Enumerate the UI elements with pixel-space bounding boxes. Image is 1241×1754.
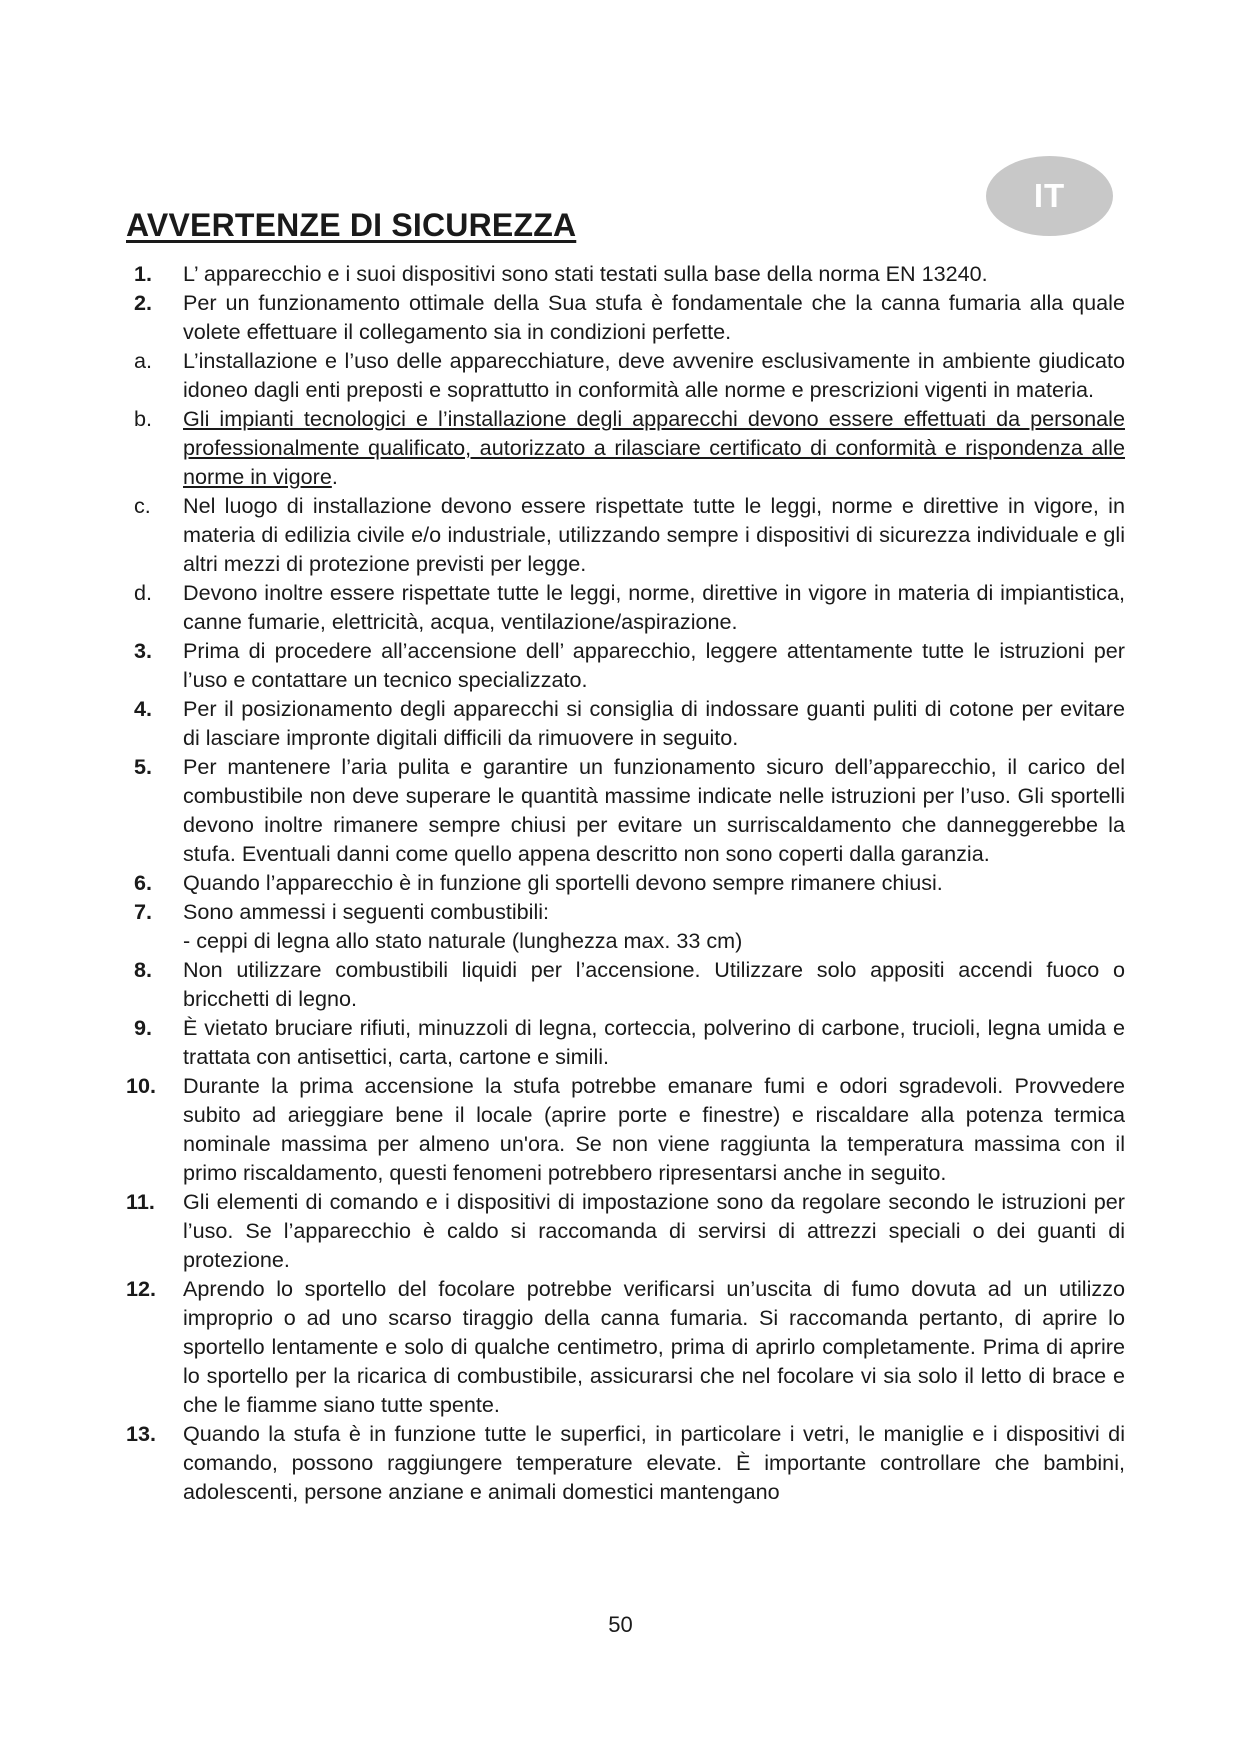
- safety-warnings-list: [126, 259, 1125, 1506]
- list-item-c: [126, 491, 1125, 578]
- list-item-5: [126, 752, 1125, 868]
- list-item-text: È vietato bruciare rifiuti, minuzzoli di legna, corteccia, polverino di carbone, trucioli, legna umida e trattata con antisettici, carta, cartone e simili.: [183, 1015, 1125, 1069]
- list-item-marker: 6.: [134, 870, 153, 895]
- list-item-marker: b.: [134, 406, 153, 431]
- list-item-marker: 3.: [134, 638, 153, 663]
- underlined-requirement: Gli impianti tecnologici e l’installazione degli apparecchi devono essere effettuati da personale professionalmente qualificato, autorizzato a rilasciare certificato di conformità e rispondenza alle norme in vigore: [183, 406, 1125, 489]
- list-item-text: Per mantenere l’aria pulita e garantire un funzionamento sicuro dell’apparecchio, il carico del combustibile non deve superare le quantità massime indicate nelle istruzioni per l’uso. Gli sportelli devono inoltre rimanere sempre chiusi per evitare un surriscaldamento che danneggerebbe la stufa. Eventuali danni come quello appena descritto non sono coperti dalla garanzia.: [183, 754, 1125, 866]
- list-item-marker: 12.: [126, 1276, 157, 1301]
- list-item-text: [183, 897, 1125, 955]
- list-item-text: Nel luogo di installazione devono essere rispettate tutte le leggi, norme e direttive in vigore, in materia di edilizia civile e/o industriale, utilizzando sempre i dispositivi di sicurezza individuale e gli altri mezzi di protezione previsti per legge.: [183, 493, 1125, 576]
- list-item-3: [126, 636, 1125, 694]
- list-item-4: [126, 694, 1125, 752]
- list-item-text: Aprendo lo sportello del focolare potrebbe verificarsi un’uscita di fumo dovuta ad un utilizzo improprio o ad uno scarso tiraggio della canna fumaria. Si raccomanda pertanto, di aprire lo sportello lentamente e solo di qualche centimetro, prima di aprirlo completamente. Prima di aprire lo sportello per la ricarica di combustibile, assicurarsi che nel focolare vi sia solo il letto di brace e che le fiamme siano tutte spente.: [183, 1276, 1125, 1417]
- list-item-12: [126, 1274, 1125, 1419]
- list-item-text: Non utilizzare combustibili liquidi per l’accensione. Utilizzare solo appositi accendi fuoco o bricchetti di legno.: [183, 957, 1125, 1011]
- list-item-marker: 1.: [134, 261, 153, 286]
- language-badge: [986, 156, 1113, 236]
- page-number: 50: [608, 1612, 633, 1637]
- list-item-text: Quando l’apparecchio è in funzione gli sportelli devono sempre rimanere chiusi.: [183, 870, 943, 895]
- list-item-marker: 10.: [126, 1073, 157, 1098]
- list-item-7: [126, 897, 1125, 955]
- list-item-marker: 13.: [126, 1421, 157, 1446]
- list-item-b: [126, 404, 1125, 491]
- list-item-d: [126, 578, 1125, 636]
- list-item-9: [126, 1013, 1125, 1071]
- list-item-marker: 5.: [134, 754, 153, 779]
- list-item-marker: 2.: [134, 290, 153, 315]
- list-item-10: [126, 1071, 1125, 1187]
- list-item-marker: a.: [134, 348, 153, 373]
- list-item-text: Quando la stufa è in funzione tutte le superfici, in particolare i vetri, le maniglie e i dispositivi di comando, possono raggiungere temperature elevate. È importante controllare che bambini, adolescenti, persone anziane e animali domestici mantengano: [183, 1421, 1125, 1504]
- list-item-text: Devono inoltre essere rispettate tutte le leggi, norme, direttive in vigore in materia di impiantistica, canne fumarie, elettricità, acqua, ventilazione/aspirazione.: [183, 580, 1125, 634]
- list-item-marker: 8.: [134, 957, 153, 982]
- list-item-8: [126, 955, 1125, 1013]
- list-item-marker: d.: [134, 580, 153, 605]
- list-item-a: [126, 346, 1125, 404]
- list-item-text: L’ apparecchio e i suoi dispositivi sono stati testati sulla base della norma EN 13240.: [183, 261, 988, 286]
- page-title: AVVERTENZE DI SICUREZZA: [126, 207, 577, 243]
- list-item-text: Per il posizionamento degli apparecchi si consiglia di indossare guanti puliti di cotone per evitare di lasciare impronte digitali difficili da rimuovere in seguito.: [183, 696, 1125, 750]
- list-item-subline: - ceppi di legna allo stato naturale (lunghezza max. 33 cm): [183, 928, 743, 953]
- language-badge-label: IT: [1033, 177, 1066, 214]
- list-item-marker: 4.: [134, 696, 153, 721]
- list-item-6: [126, 868, 1125, 897]
- list-item-1: [126, 259, 1125, 288]
- list-item-text: Durante la prima accensione la stufa potrebbe emanare fumi e odori sgradevoli. Provvedere subito ad arieggiare bene il locale (aprire porte e finestre) e riscaldare alla potenza termica nominale massima per almeno un'ora. Se non viene raggiunta la temperatura massima con il primo riscaldamento, questi fenomeni potrebbero ripresentarsi anche in seguito.: [183, 1073, 1125, 1185]
- list-item-13: [126, 1419, 1125, 1506]
- list-item-11: [126, 1187, 1125, 1274]
- list-item-text: Prima di procedere all’accensione dell’ apparecchio, leggere attentamente tutte le istruzioni per l’uso e contattare un tecnico specializzato.: [183, 638, 1125, 692]
- list-item-marker: 9.: [134, 1015, 153, 1040]
- list-item-marker: c.: [134, 493, 151, 518]
- list-item-text: Gli elementi di comando e i dispositivi di impostazione sono da regolare secondo le istruzioni per l’uso. Se l’apparecchio è caldo si raccomanda di servirsi di attrezzi speciali o dei guanti di protezione.: [183, 1189, 1125, 1272]
- list-item-marker: 11.: [126, 1189, 155, 1214]
- sentence-end: .: [331, 464, 338, 489]
- list-item-2: [126, 288, 1125, 346]
- list-item-text: L’installazione e l’uso delle apparecchiature, deve avvenire esclusivamente in ambiente giudicato idoneo dagli enti preposti e soprattutto in conformità alle norme e prescrizioni vigenti in materia.: [183, 348, 1125, 402]
- list-item-line: Sono ammessi i seguenti combustibili:: [183, 899, 550, 924]
- list-item-text: [183, 404, 1125, 491]
- list-item-text: Per un funzionamento ottimale della Sua stufa è fondamentale che la canna fumaria alla quale volete effettuare il collegamento sia in condizioni perfette.: [183, 290, 1125, 344]
- list-item-marker: 7.: [134, 899, 153, 924]
